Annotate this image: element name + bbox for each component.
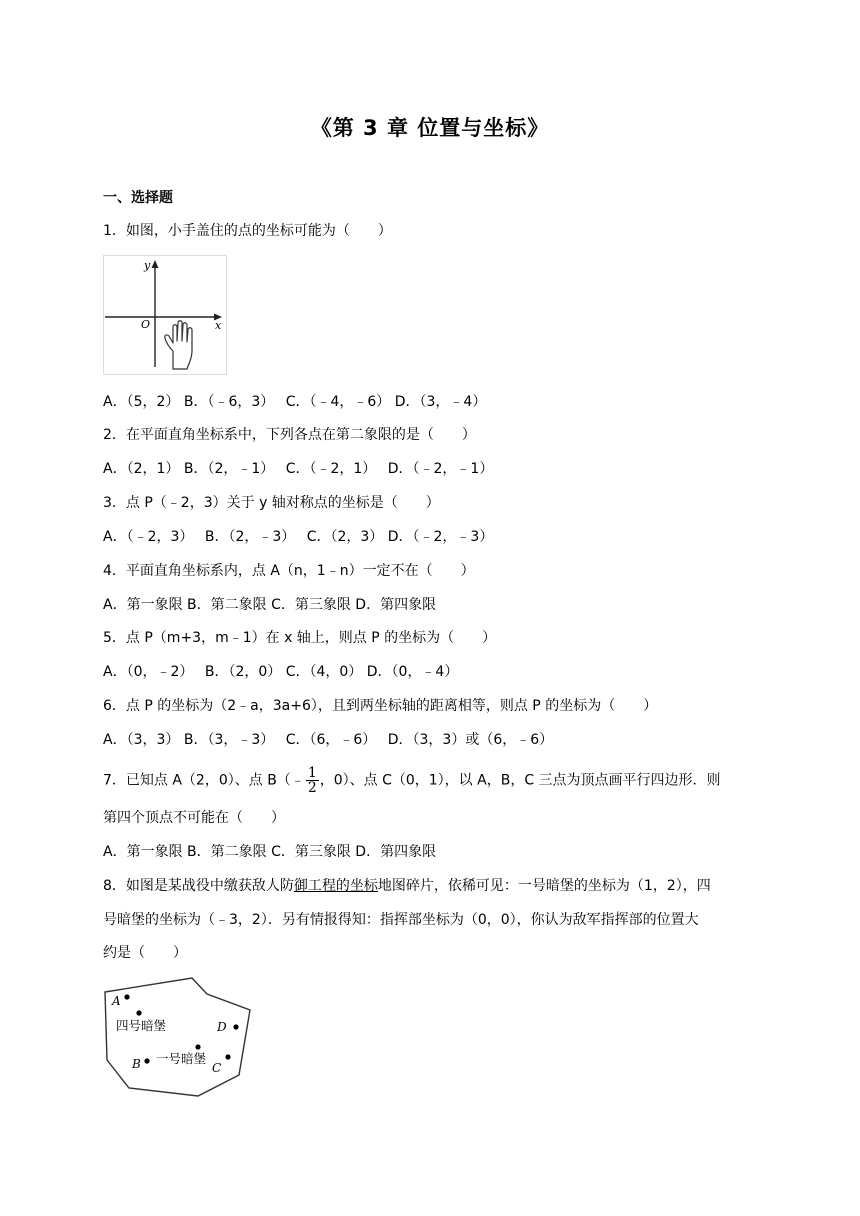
point-c-dot: [225, 1054, 230, 1059]
q7-stem-part2: ，0）、点 C（0，1），以 A，B，C 三点为顶点画平行四边形．则: [319, 772, 721, 789]
question-4-options: A．第一象限 B．第二象限 C．第三象限 D．第四象限: [103, 597, 437, 613]
question-8-stem: [103, 876, 711, 896]
question-4-stem: 4．平面直角坐标系内，点 A（n，1﹣n）一定不在（ ）: [103, 563, 475, 579]
q1-x-label: x: [215, 319, 222, 332]
q7-fraction-denominator: 2: [307, 780, 317, 796]
question-3-stem: 3．点 P（﹣2，3）关于 y 轴对称点的坐标是（ ）: [103, 495, 440, 511]
q8-stem-part1: 8．如图是某战役中缴获敌人防: [103, 878, 294, 894]
q1-coordinate-figure: [103, 255, 227, 375]
q1-figure-frame: [104, 256, 227, 375]
question-7-stem: [103, 766, 721, 795]
q7-stem-part1: 7．已知点 A（2，0）、点 B（﹣: [103, 772, 305, 789]
question-8-stem-line3: 约是（ ）: [103, 945, 187, 961]
question-7-stem-line2: 第四个顶点不可能在（ ）: [103, 810, 285, 826]
question-5-options: A．（0，﹣2） B．（2，0） C．（4，0） D．（0，﹣4）: [103, 664, 459, 680]
question-2-stem: 2．在平面直角坐标系中，下列各点在第二象限的是（ ）: [103, 427, 476, 443]
question-2-options: A．（2，1） B．（2，﹣1） C．（﹣2，1） D．（﹣2，﹣1）: [103, 461, 494, 477]
point-e-dot: [136, 1010, 141, 1015]
question-8-stem-line2: 号暗堡的坐标为（﹣3，2）．另有情报得知：指挥部坐标为（0，0），你认为敌军指挥部的位置大: [103, 912, 699, 928]
point-b-label: B: [132, 1057, 141, 1071]
label-bunker-4: 四号暗堡: [116, 1018, 167, 1033]
point-a-dot: [124, 994, 129, 999]
q8-map-fragment: [100, 975, 256, 1103]
question-1-stem: 1．如图，小手盖住的点的坐标可能为（ ）: [103, 223, 392, 239]
question-3-options: A．（﹣2，3） B．（2，﹣3） C．（2，3） D．（﹣2，﹣3）: [103, 529, 494, 545]
q8-stem-part2: 地图碎片，依稀可见：一号暗堡的坐标为（1，2），四: [377, 878, 711, 894]
point-d-dot: [233, 1024, 238, 1029]
section-heading: 一、选择题: [103, 190, 173, 206]
bunker-1-dot: [195, 1044, 200, 1049]
q7-fraction: [306, 766, 319, 795]
question-6-options: A．（3，3） B．（3，﹣3） C．（6，﹣6） D．（3，3）或（6，﹣6）: [103, 732, 554, 748]
q7-fraction-numerator: 1: [307, 765, 317, 781]
question-5-stem: 5．点 P（m+3，m﹣1）在 x 轴上，则点 P 的坐标为（ ）: [103, 630, 497, 646]
point-a-label: A: [112, 994, 121, 1008]
q1-origin-label: O: [141, 318, 151, 331]
page-title: 《第 3 章 位置与坐标》: [310, 116, 550, 140]
label-bunker-1: 一号暗堡: [156, 1051, 207, 1066]
question-6-stem: 6．点 P 的坐标为（2﹣a，3a+6），且到两坐标轴的距离相等，则点 P 的坐标为（ ）: [103, 698, 658, 714]
point-c-label: C: [212, 1061, 222, 1075]
point-d-label: D: [217, 1020, 227, 1034]
q8-stem-underlined: 御工程的坐标: [293, 878, 378, 894]
question-1-options: A．（5，2） B．（﹣6，3） C．（﹣4，﹣6） D．（3，﹣4）: [103, 394, 487, 410]
q1-y-label: y: [144, 259, 151, 272]
point-b-dot: [144, 1058, 149, 1063]
question-7-options: A．第一象限 B．第二象限 C．第三象限 D．第四象限: [103, 844, 437, 860]
